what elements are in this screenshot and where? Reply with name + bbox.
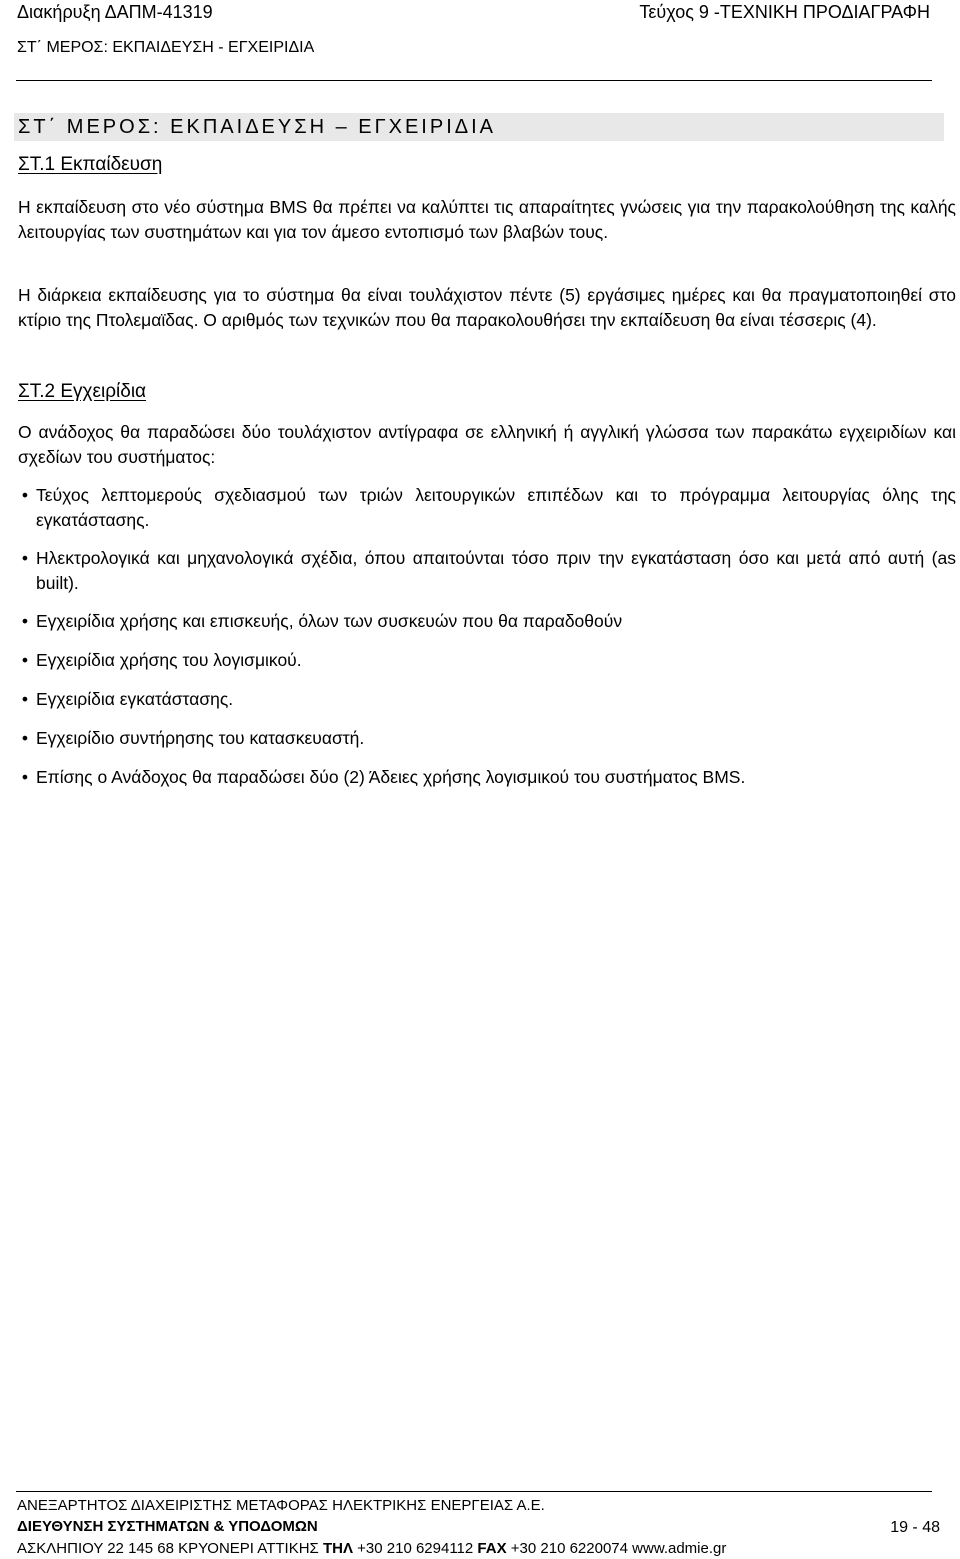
list-item-text: Εγχειρίδια εγκατάστασης. xyxy=(36,689,234,709)
footer-address: ΑΣΚΛΗΠΙΟΥ 22 145 68 ΚΡΥΟΝΕΡΙ ΑΤΤΙΚΗΣ xyxy=(17,1540,319,1557)
page-number: 19 - 48 xyxy=(890,1519,940,1536)
list-item xyxy=(18,726,956,751)
list-item xyxy=(18,546,956,595)
list-item-text: Εγχειρίδια χρήσης του λογισμικού. xyxy=(36,650,302,670)
footer-divider xyxy=(16,1491,932,1492)
training-heading: ΣΤ.1 Εκπαίδευση xyxy=(18,154,163,175)
list-item-text: Τεύχος λεπτομερούς σχεδιασμού των τριών λειτουργικών επιπέδων και το πρόγραμμα λειτουργίας όλης της εγκατάστασης. xyxy=(36,485,956,530)
manuals-heading: ΣΤ.2 Εγχειρίδια xyxy=(18,381,147,402)
bullet-icon: • xyxy=(21,611,29,631)
training-paragraph-2: Η διάρκεια εκπαίδευσης για το σύστημα θα είναι τουλάχιστον πέντε (5) εργάσιμες ημέρες και θα πραγματοποιηθεί στο κτίριο της Πτολεμαϊδας. Ο αριθμός των τεχνικών που θα παρακολουθήσει την εκπαίδευση θα είναι τέσσερις (4). xyxy=(18,285,956,330)
header-divider xyxy=(16,80,932,81)
list-item xyxy=(18,609,956,634)
list-item xyxy=(18,648,956,673)
list-item-text: Επίσης ο Ανάδοχος θα παραδώσει δύο (2) Άδειες χρήσης λογισμικού του συστήματος BMS. xyxy=(36,767,746,787)
bullet-icon: • xyxy=(21,767,29,787)
bullet-icon: • xyxy=(21,548,29,568)
footer-contact xyxy=(17,1540,726,1558)
header-volume-title: Τεύχος 9 -ΤΕΧΝΙΚΗ ΠΡΟΔΙΑΓΡΑΦΗ xyxy=(639,2,930,22)
list-item-text: Εγχειρίδιο συντήρησης του κατασκευαστή. xyxy=(36,728,365,748)
footer-website[interactable]: www.admie.gr xyxy=(632,1540,727,1557)
bullet-icon: • xyxy=(21,689,29,709)
footer-tel-label: ΤΗΛ xyxy=(322,1540,353,1557)
footer-organization: ΑΝΕΞΑΡΤΗΤΟΣ ΔΙΑΧΕΙΡΙΣΤΗΣ ΜΕΤΑΦΟΡΑΣ ΗΛΕΚΤΡΙΚΗΣ ΕΝΕΡΓΕΙΑΣ Α.Ε. xyxy=(17,1497,545,1514)
list-item xyxy=(18,765,956,790)
manuals-intro: Ο ανάδοχος θα παραδώσει δύο τουλάχιστον αντίγραφα σε ελληνική ή αγγλική γλώσσα των παρακάτω εγχειριδίων και σχεδίων του συστήματος: xyxy=(18,422,956,467)
list-item-text: Ηλεκτρολογικά και μηχανολογικά σχέδια, όπου απαιτούνται τόσο πριν την εγκατάσταση όσο και μετά από αυτή (as built). xyxy=(36,548,956,593)
bullet-icon: • xyxy=(21,728,29,748)
bullet-icon: • xyxy=(21,485,29,505)
page-header xyxy=(17,2,930,22)
bullet-icon: • xyxy=(21,650,29,670)
footer-fax-label: FAX xyxy=(477,1540,507,1557)
list-item xyxy=(18,483,956,532)
list-item xyxy=(18,687,956,712)
header-document-id: Διακήρυξη ΔΑΠΜ-41319 xyxy=(17,2,213,22)
footer-division: ΔΙΕΥΘΥΝΣΗ ΣΥΣΤΗΜΑΤΩΝ & ΥΠΟΔΟΜΩΝ xyxy=(17,1518,318,1535)
footer-tel: +30 210 6294112 xyxy=(357,1540,474,1557)
training-paragraph-1: Η εκπαίδευση στο νέο σύστημα BMS θα πρέπει να καλύπτει τις απαραίτητες γνώσεις για την παρακολούθηση της καλής λειτουργίας των συστημάτων και για τον άμεσο εντοπισμό των βλαβών τους. xyxy=(18,197,956,242)
header-subtitle: ΣΤ΄ ΜΕΡΟΣ: ΕΚΠΑΙΔΕΥΣΗ - ΕΓΧΕΙΡΙΔΙΑ xyxy=(17,39,315,56)
section-title: ΣΤ΄ ΜΕΡΟΣ: ΕΚΠΑΙΔΕΥΣΗ – ΕΓΧΕΙΡΙΔΙΑ xyxy=(18,116,497,138)
footer-fax: +30 210 6220074 xyxy=(510,1540,628,1557)
list-item-text: Εγχειρίδια χρήσης και επισκευής, όλων των συσκευών που θα παραδοθούν xyxy=(36,611,623,631)
